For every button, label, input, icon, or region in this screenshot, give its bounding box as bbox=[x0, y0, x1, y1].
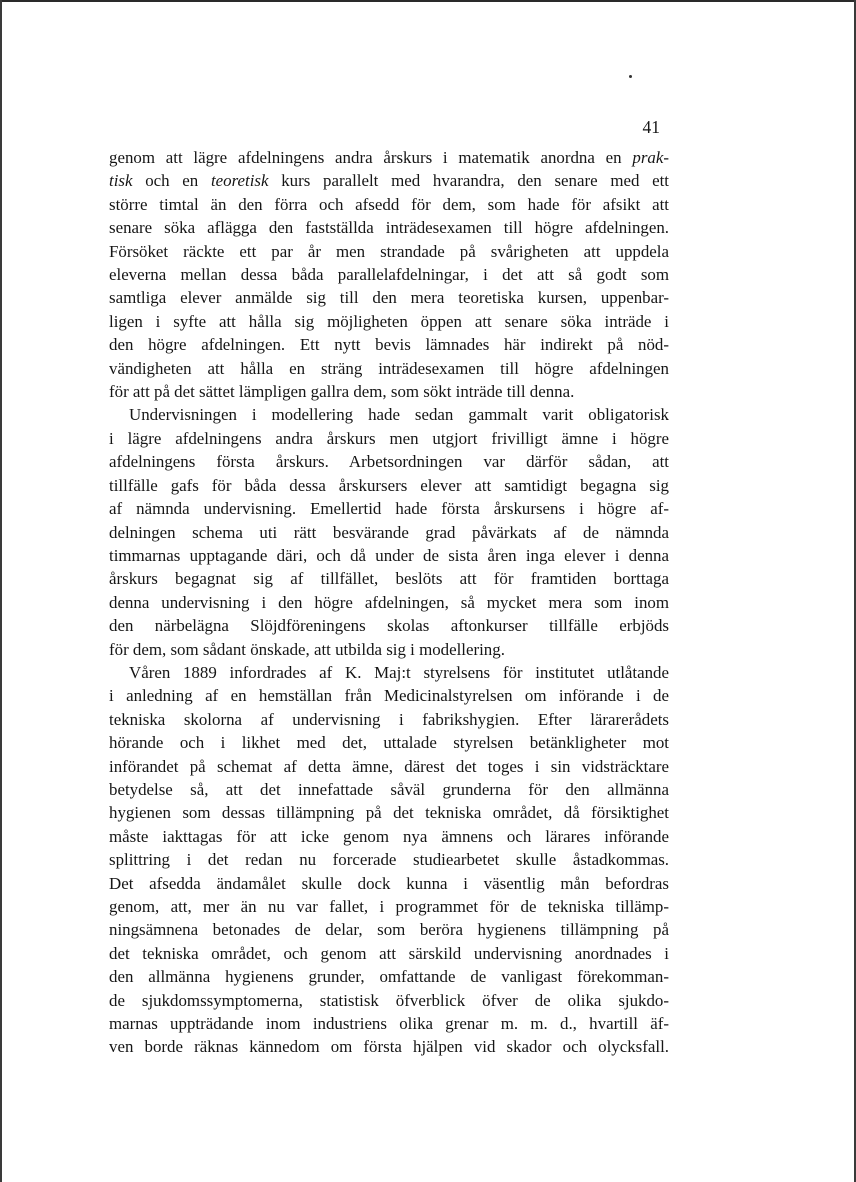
text-run: samtliga elever anmälde sig till den mera teoretiska kursen, uppenbar- bbox=[109, 288, 669, 308]
text-run: marnas uppträdande inom industriens olika grenar m. m. d., hvartill äf- bbox=[109, 1014, 669, 1034]
text-line bbox=[109, 1035, 669, 1058]
text-line bbox=[109, 638, 669, 661]
text-run: denna undervisning i den högre afdelningen, så mycket mera som inom bbox=[109, 592, 669, 612]
text-line bbox=[109, 731, 669, 754]
text-run: den allmänna hygienens grunder, omfattande de vanligast förekomman- bbox=[109, 967, 669, 987]
text-line bbox=[109, 614, 669, 637]
text-run: införandet på schemat af detta ämne, därest det toges i sin vidsträcktare bbox=[109, 756, 669, 776]
text-line bbox=[109, 778, 669, 801]
text-line bbox=[109, 825, 669, 848]
text-run: ningsämnena betonades de delar, som beröra hygienens tillämpning på bbox=[109, 920, 669, 940]
text-run: de sjukdomssymptomerna, statistisk öfverblick öfver de olika sjukdo- bbox=[109, 990, 669, 1010]
text-line bbox=[109, 1012, 669, 1035]
text-run: vändigheten att hålla en sträng inträdesexamen till högre afdelningen bbox=[109, 358, 669, 378]
text-line bbox=[109, 755, 669, 778]
text-line bbox=[109, 989, 669, 1012]
text-line bbox=[109, 872, 669, 895]
text-line bbox=[109, 357, 669, 380]
text-line bbox=[109, 591, 669, 614]
text-run: och en bbox=[132, 171, 211, 191]
text-line bbox=[109, 286, 669, 309]
text-line bbox=[109, 708, 669, 731]
text-run: delningen schema uti rätt besvärande grad påvärkats af de nämnda bbox=[109, 522, 669, 542]
text-line bbox=[109, 942, 669, 965]
text-run: kurs parallelt med hvarandra, den senare med ett bbox=[268, 171, 670, 191]
text-run: i anledning af en hemställan från Medicinalstyrelsen om införande i de bbox=[109, 686, 669, 706]
text-line bbox=[109, 544, 669, 567]
text-line bbox=[109, 310, 669, 333]
page-edge-top bbox=[0, 0, 856, 2]
text-run: betydelse så, att det innefattade såväl grunderna för den allmänna bbox=[109, 779, 669, 799]
text-run: af nämnda undervisning. Emellertid hade första årskursens i högre af- bbox=[109, 499, 669, 519]
text-run: tillfälle gafs för båda dessa årskursers elever att samtidigt begagna sig bbox=[109, 475, 669, 495]
text-run: splittring i det redan nu forcerade studiearbetet skulle åstadkommas. bbox=[109, 850, 669, 870]
text-run: afdelningens första årskurs. Arbetsordningen var därför sådan, att bbox=[109, 452, 669, 472]
page-number: 41 bbox=[642, 117, 660, 137]
text-run: ligen i syfte att hålla sig möjligheten öppen att senare söka inträde i bbox=[109, 311, 669, 331]
body-text bbox=[109, 146, 669, 1059]
text-run: genom att lägre afdelningens andra årskurs i matematik anordna en bbox=[109, 148, 633, 167]
text-run: Det afsedda ändamålet skulle dock kunna i väsentlig mån befordras bbox=[109, 873, 669, 893]
text-line bbox=[109, 474, 669, 497]
text-run: genom, att, mer än nu var fallet, i programmet för de tekniska tillämp- bbox=[109, 897, 669, 916]
text-line bbox=[109, 567, 669, 590]
text-run: timmarnas upptagande däri, och då under de sista åren inga elever i denna bbox=[109, 545, 669, 565]
scan-speck bbox=[629, 75, 632, 78]
text-line bbox=[109, 380, 669, 403]
italic-term: prak- bbox=[632, 148, 669, 167]
text-line bbox=[109, 333, 669, 356]
text-run: ven borde räknas kännedom om första hjälpen vid skador och olycksfall. bbox=[109, 1037, 669, 1057]
text-line bbox=[109, 965, 669, 988]
italic-term: teoretisk bbox=[210, 171, 269, 191]
text-run: större timtal än den förra och afsedd för dem, som hade för afsikt att bbox=[109, 194, 669, 214]
text-run: Undervisningen i modellering hade sedan gammalt varit obligatorisk bbox=[129, 405, 669, 425]
text-run: senare söka aflägga den fastställda inträdesexamen till högre afdelningen. bbox=[109, 218, 669, 238]
text-line bbox=[109, 918, 669, 941]
text-line bbox=[109, 169, 669, 192]
text-line bbox=[109, 895, 669, 918]
text-run: tekniska skolorna af undervisning i fabrikshygien. Efter lärarerådets bbox=[109, 709, 669, 729]
text-line bbox=[109, 427, 669, 450]
text-run: eleverna mellan dessa båda parallelafdelningar, i det att så godt som bbox=[109, 265, 669, 285]
text-line bbox=[109, 146, 669, 169]
text-run: hygienen som dessas tillämpning på det tekniska området, då försiktighet bbox=[109, 803, 669, 823]
text-line bbox=[109, 263, 669, 286]
text-line bbox=[109, 848, 669, 871]
text-line bbox=[109, 521, 669, 544]
text-line bbox=[109, 193, 669, 216]
text-run: den närbelägna Slöjdföreningens skolas aftonkurser tillfälle erbjöds bbox=[109, 616, 669, 636]
text-line bbox=[109, 240, 669, 263]
text-line bbox=[109, 497, 669, 520]
text-line bbox=[109, 216, 669, 239]
text-run: för att på det sättet lämpligen gallra dem, som sökt inträde till denna. bbox=[109, 382, 575, 402]
text-run: årskurs begagnat sig af tillfället, beslöts att för framtiden borttaga bbox=[109, 569, 669, 589]
text-line bbox=[109, 403, 669, 426]
text-run: den högre afdelningen. Ett nytt bevis lämnades här indirekt på nöd- bbox=[109, 335, 669, 355]
text-run: måste iakttagas för att icke genom nya ämnens och lärares införande bbox=[109, 826, 669, 846]
text-run: det tekniska området, och genom att särskild undervisning anordnades i bbox=[109, 943, 669, 963]
text-run: för dem, som sådant önskade, att utbilda sig i modellering. bbox=[109, 639, 505, 659]
page-edge-left bbox=[0, 0, 2, 1182]
text-run: Våren 1889 infordrades af K. Maj:t styrelsens för institutet utlåtande bbox=[129, 662, 669, 682]
text-line bbox=[109, 450, 669, 473]
text-line bbox=[109, 801, 669, 824]
text-line bbox=[109, 684, 669, 707]
text-run: Försöket räckte ett par år men strandade på svårigheten att uppdela bbox=[109, 241, 669, 261]
italic-term: tisk bbox=[109, 171, 133, 191]
text-run: i lägre afdelningens andra årskurs men utgjort frivilligt ämne i högre bbox=[109, 428, 669, 448]
text-line bbox=[109, 661, 669, 684]
text-run: hörande och i likhet med det, uttalade styrelsen betänkligheter mot bbox=[109, 733, 669, 753]
